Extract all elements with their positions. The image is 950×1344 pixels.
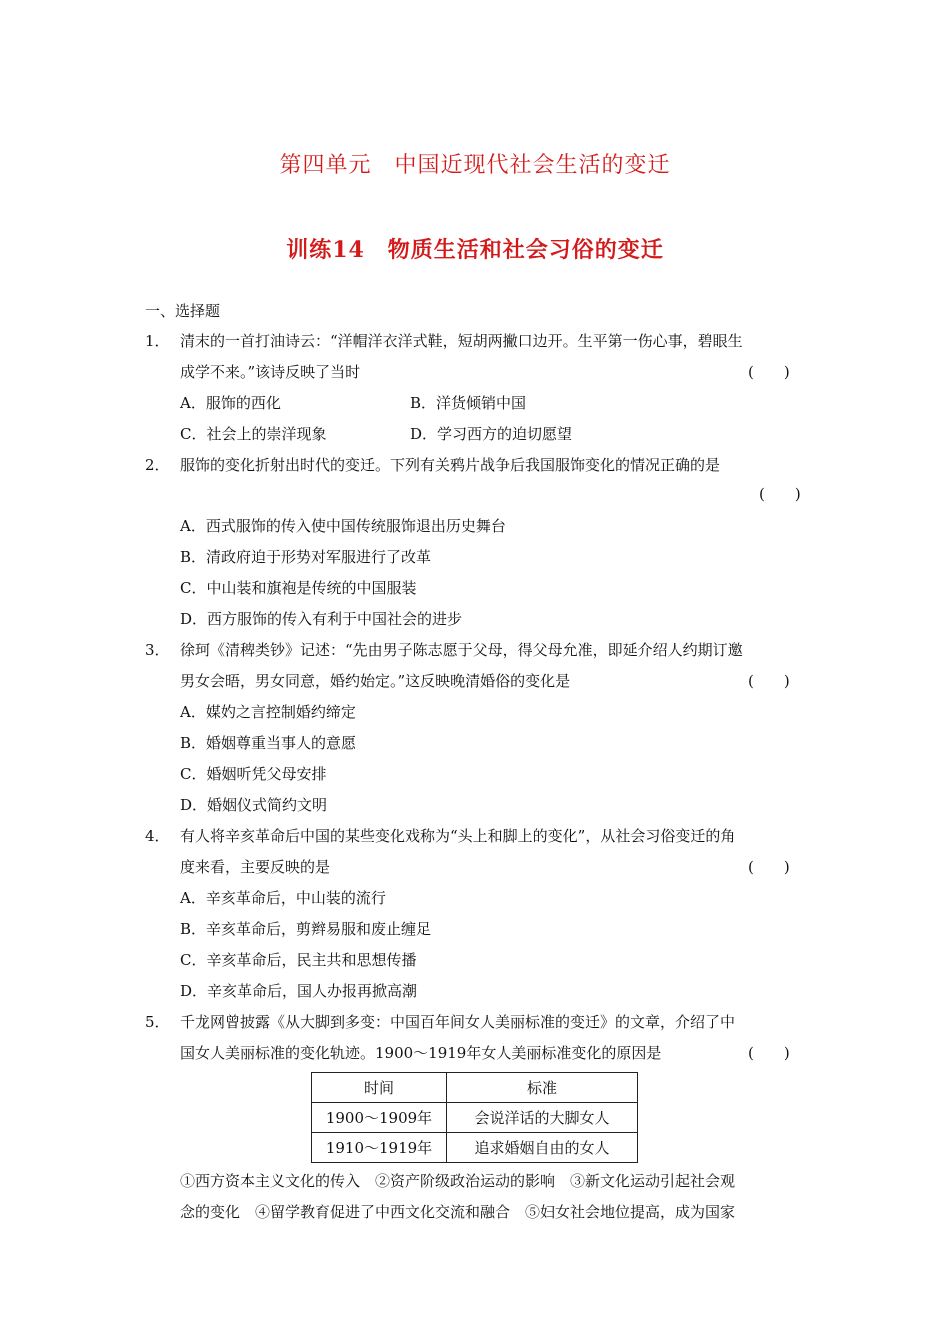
question-number: 2．: [145, 456, 170, 474]
option-b: B．洋货倾销中国: [410, 394, 527, 412]
question-number: 4．: [145, 827, 170, 845]
option-c: C．辛亥革命后，民主共和思想传播: [180, 951, 417, 969]
question-stem-line: 男女会晤，男女同意，婚约始定。”这反映晚清婚俗的变化是: [180, 672, 571, 690]
standards-table: [311, 1072, 638, 1163]
unit-title: 第四单元 中国近现代社会生活的变迁: [279, 153, 671, 178]
question-number: 1．: [145, 332, 170, 350]
choice-items-line: ①西方资本主义文化的传入 ②资产阶级政治运动的影响 ③新文化运动引起社会观: [180, 1172, 736, 1190]
option-d: D．辛亥革命后，国人办报再掀高潮: [180, 982, 418, 1000]
answer-parentheses: ( ): [759, 485, 801, 503]
option-a: A．服饰的西化: [180, 394, 281, 412]
question-stem-line: 千龙网曾披露《从大脚到多变：中国百年间女人美丽标准的变迁》的文章，介绍了中: [180, 1013, 736, 1031]
question-1: [145, 326, 810, 450]
option-a: A．辛亥革命后，中山装的流行: [180, 889, 386, 907]
option-a: A．西式服饰的传入使中国传统服饰退出历史舞台: [180, 517, 506, 535]
question-stem-line: 有人将辛亥革命后中国的某些变化戏称为“头上和脚上的变化”，从社会习俗变迁的角: [180, 827, 736, 845]
option-b: B．清政府迫于形势对军服进行了改革: [180, 548, 432, 566]
question-5: [145, 1007, 810, 1228]
question-number: 5．: [145, 1013, 170, 1031]
table-header-cell: 时间: [312, 1073, 447, 1103]
section-heading: 一、选择题: [145, 302, 221, 320]
table-header-row: [312, 1073, 638, 1103]
table-cell: 会说洋话的大脚女人: [447, 1103, 638, 1133]
question-stem-line: 度来看，主要反映的是: [180, 858, 331, 876]
answer-parentheses: ( ): [748, 672, 790, 690]
table-cell: 1910～1919年: [312, 1133, 447, 1163]
answer-parentheses: ( ): [748, 1044, 790, 1062]
table-cell: 追求婚姻自由的女人: [447, 1133, 638, 1163]
question-stem-line: 徐珂《清稗类钞》记述：“先由男子陈志愿于父母，得父母允准，即延介绍人约期订邀: [180, 641, 743, 659]
question-stem-line: 国女人美丽标准的变化轨迹。1900～1919年女人美丽标准变化的原因是: [180, 1044, 662, 1062]
choice-items-line: 念的变化 ④留学教育促进了中西文化交流和融合 ⑤妇女社会地位提高，成为国家: [180, 1203, 736, 1221]
option-c: C．中山装和旗袍是传统的中国服装: [180, 579, 417, 597]
option-b: B．婚姻尊重当事人的意愿: [180, 734, 357, 752]
lesson-title: 训练14 物质生活和社会习俗的变迁: [286, 237, 664, 263]
option-a: A．媒妁之言控制婚约缔定: [180, 703, 356, 721]
question-3: [145, 635, 810, 821]
question-section: [145, 296, 810, 1228]
standards-table-wrap: [145, 1069, 810, 1166]
table-row: [312, 1133, 638, 1163]
option-d: D．婚姻仪式简约文明: [180, 796, 328, 814]
question-stem-line: 成学不来。”该诗反映了当时: [180, 363, 361, 381]
question-4: [145, 821, 810, 1007]
table-row: [312, 1103, 638, 1133]
question-stem-line: 服饰的变化折射出时代的变迁。下列有关鸦片战争后我国服饰变化的情况正确的是: [180, 456, 721, 474]
question-2: [145, 450, 810, 635]
option-b: B．辛亥革命后，剪辫易服和废止缠足: [180, 920, 432, 938]
option-c: C．婚姻听凭父母安排: [180, 765, 327, 783]
option-d: D．学习西方的迫切愿望: [410, 425, 573, 443]
table-header-cell: 标准: [447, 1073, 638, 1103]
answer-parentheses: ( ): [748, 363, 790, 381]
option-d: D．西方服饰的传入有利于中国社会的进步: [180, 610, 463, 628]
question-number: 3．: [145, 641, 170, 659]
question-stem-line: 清末的一首打油诗云：“洋帽洋衣洋式鞋，短胡两撇口边开。生平第一伤心事，碧眼生: [180, 332, 743, 350]
answer-parentheses: ( ): [748, 858, 790, 876]
table-cell: 1900～1909年: [312, 1103, 447, 1133]
option-c: C．社会上的崇洋现象: [180, 425, 327, 443]
